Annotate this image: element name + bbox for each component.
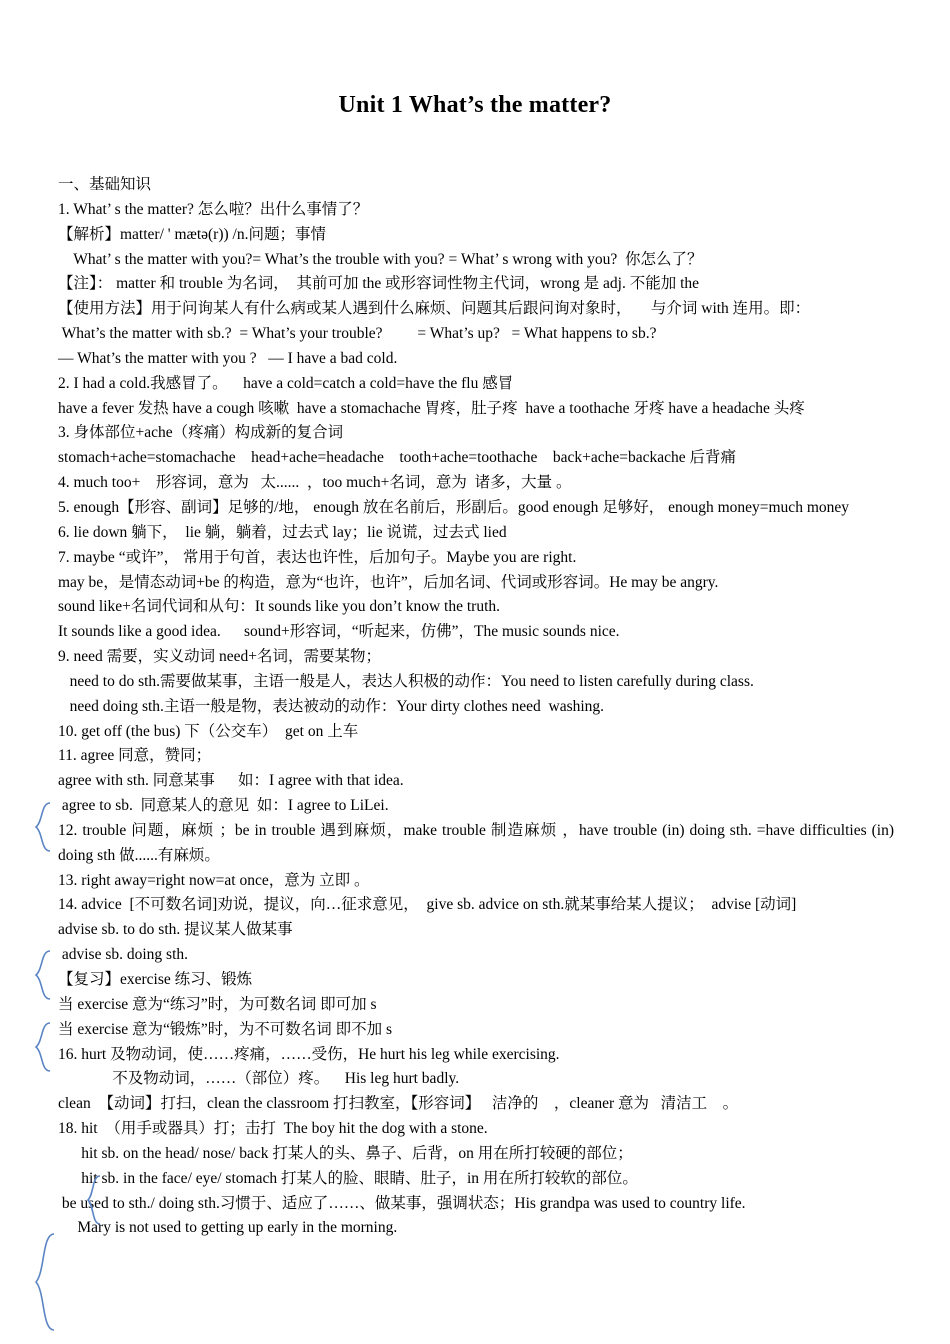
text-line: 7. maybe “或许”， 常用于句首，表达也许性，后加句子。Maybe you are right.: [58, 548, 577, 566]
document-body: [58, 173, 894, 1241]
text-line: What’s the matter with sb.? = What’s your trouble? = What’s up? = What happens to sb.?: [58, 325, 657, 343]
text-line: 2. I had a cold.我感冒了。 have a cold=catch a cold=have the flu 感冒: [58, 374, 514, 392]
text-line: agree to sb. 同意某人的意见 如：I agree to LiLei.: [58, 797, 389, 815]
text-line: 9. need 需要，实义动词 need+名词，需要某物；: [58, 648, 382, 666]
text-line: 1. What’ s the matter? 怎么啦？出什么事情了？: [58, 200, 369, 218]
text-line: advise sb. doing sth.: [58, 946, 189, 964]
text-line: 13. right away=right now=at once，意为 立即 。: [58, 871, 370, 889]
text-line: 11. agree 同意，赞同；: [58, 747, 212, 765]
text-line: Mary is not used to getting up early in the morning.: [58, 1219, 398, 1237]
text-line: — What’s the matter with you ? — I have a bad cold.: [58, 349, 398, 367]
text-line: advise sb. to do sth. 提议某人做某事: [58, 921, 293, 939]
text-line: 6. lie down 躺下， lie 躺，躺着，过去式 lay；lie 说谎，过去式 lied: [58, 523, 507, 541]
page-title: Unit 1 What’s the matter?: [338, 92, 612, 118]
text-line: agree with sth. 同意某事 如：I agree with that idea.: [58, 772, 404, 790]
section-heading: 一、基础知识: [58, 176, 152, 193]
curly-brace-icon: [32, 949, 54, 1001]
text-line: be used to sth./ doing sth.习惯于、适应了……、做某事，强调状态；His grandpa was used to country life.: [58, 1194, 746, 1212]
text-line: 当 exercise 意为“锻炼”时，为不可数名词 即不加 s: [58, 1020, 393, 1038]
text-line: 14. advice [不可数名词]劝说，提议，向…征求意见， give sb. advice on sth.就某事给某人提议； advise [动词]: [58, 896, 797, 914]
text-line: 【复习】exercise 练习、锻炼: [58, 971, 253, 988]
text-line: What’ s the matter with you?= What’s the trouble with you? = What’ s wrong with you? 你怎么了？: [58, 250, 703, 268]
curly-brace-icon: [32, 1021, 54, 1073]
text-line: need to do sth.需要做某事，主语一般是人，表达人积极的动作：You need to listen carefully during class.: [58, 672, 754, 690]
text-line: 16. hurt 及物动词，使……疼痛，……受伤，He hurt his leg while exercising.: [58, 1045, 560, 1063]
curly-brace-icon: [32, 801, 54, 853]
text-line: It sounds like a good idea. sound+形容词，“听起来，仿佛”，The music sounds nice.: [58, 623, 620, 641]
text-line: 【注】： matter 和 trouble 为名词， 其前可加 the 或形容词性物主代词，wrong 是 adj. 不能加 the: [58, 275, 700, 293]
text-line: have a fever 发热 have a cough 咳嗽 have a stomachache 胃疼，肚子疼 have a toothache 牙疼 have a headache 头疼: [58, 399, 805, 417]
text-line: 3. 身体部位+ache（疼痛）构成新的复合词: [58, 424, 344, 442]
text-line: stomach+ache=stomachache head+ache=headache tooth+ache=toothache back+ache=backache 后背痛: [58, 449, 736, 467]
text-line: need doing sth.主语一般是物，表达被动的动作：Your dirty clothes need washing.: [58, 697, 605, 715]
text-line: 18. hit （用手或器具）打；击打 The boy hit the dog with a stone.: [58, 1120, 488, 1138]
text-line: hit sb. on the head/ nose/ back 打某人的头、鼻子、后背，on 用在所打较硬的部位；: [58, 1144, 633, 1162]
text-line: 当 exercise 意为“练习”时，为可数名词 即可加 s: [58, 995, 377, 1013]
text-line: 4. much too+ 形容词，意为 太...... ，too much+名词，意为 诸多，大量 。: [58, 474, 572, 492]
text-line: clean 【动词】打扫，clean the classroom 打扫教室，【形容词】 洁净的 ，cleaner 意为 清洁工 。: [58, 1095, 739, 1113]
text-line: 10. get off (the bus) 下（公交车） get on 上车: [58, 722, 359, 740]
text-line: hit sb. in the face/ eye/ stomach 打某人的脸、眼睛、肚子，in 用在所打较软的部位。: [58, 1169, 638, 1187]
text-line: 【使用方法】用于问询某人有什么病或某人遇到什么麻烦、问题其后跟问询对象时， 与介词 with 连用。即：: [58, 300, 811, 318]
text-line: may be，是情态动词+be 的构造，意为“也许，也许”，后加名词、代词或形容词。He may be angry.: [58, 573, 719, 591]
curly-brace-icon: [84, 1174, 104, 1226]
text-paragraph: 12. trouble 问题，麻烦 ；be in trouble 遇到麻烦，make trouble 制造麻烦 ，have trouble (in) doing sth. =have difficulties (in) doing sth 做......有麻烦。: [58, 821, 894, 864]
text-line: sound like+名词代词和从句：It sounds like you don’t know the truth.: [58, 598, 501, 616]
text-paragraph: 5. enough【形容、副词】足够的/地， enough 放在名前后，形副后。good enough 足够好， enough money=much money: [58, 498, 850, 516]
text-line: 不及物动词，……（部位）疼。 His leg hurt badly.: [58, 1070, 460, 1088]
curly-brace-icon: [32, 1232, 58, 1332]
text-line: 【解析】matter/ ' mætə(r)) /n.问题；事情: [58, 225, 326, 243]
